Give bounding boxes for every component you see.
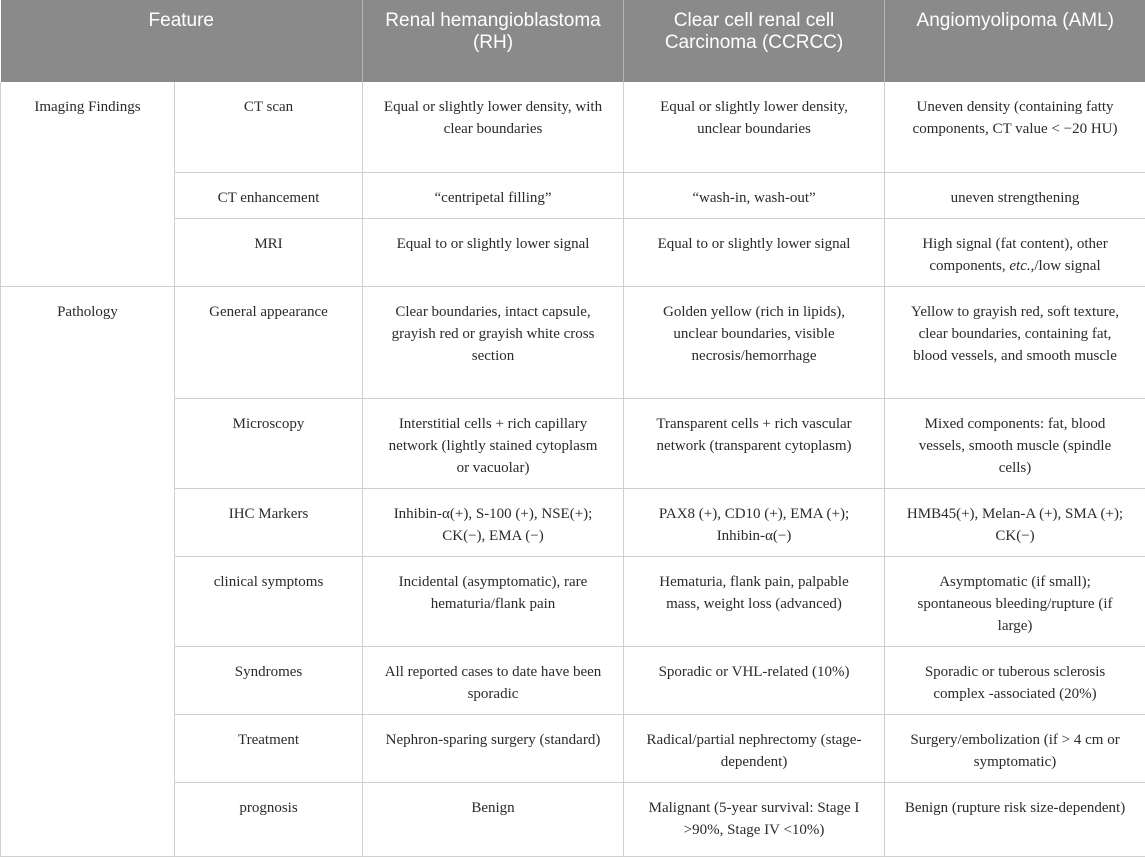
rh-cell: “centripetal filling”	[363, 172, 624, 218]
feature-cell: Microscopy	[175, 398, 363, 488]
ccrcc-cell: Transparent cells + rich vascular network (transparent cytoplasm)	[624, 398, 885, 488]
ccrcc-cell: Hematuria, flank pain, palpable mass, weight loss (advanced)	[624, 556, 885, 646]
feature-cell: MRI	[175, 218, 363, 286]
rh-cell: Inhibin-α(+), S-100 (+), NSE(+); CK(−), EMA (−)	[363, 488, 624, 556]
rh-cell: Nephron-sparing surgery (standard)	[363, 714, 624, 782]
table-row	[1, 286, 1145, 398]
feature-cell: CT enhancement	[175, 172, 363, 218]
feature-cell: Treatment	[175, 714, 363, 782]
rh-cell: Equal or slightly lower density, with clear boundaries	[363, 82, 624, 172]
aml-mri-text-b: ,/low signal	[1031, 258, 1101, 274]
group-pathology: Pathology	[1, 286, 175, 856]
rh-cell: Benign	[363, 782, 624, 856]
aml-cell: HMB45(+), Melan-A (+), SMA (+); CK(−)	[885, 488, 1145, 556]
feature-cell: clinical symptoms	[175, 556, 363, 646]
ccrcc-cell: Equal to or slightly lower signal	[624, 218, 885, 286]
aml-cell	[885, 218, 1145, 286]
header-ccrcc: Clear cell renal cell Carcinoma (CCRCC)	[624, 0, 885, 82]
aml-cell: Yellow to grayish red, soft texture, clear boundaries, containing fat, blood vessels, and smooth muscle	[885, 286, 1145, 398]
header-feature: Feature	[1, 0, 363, 82]
feature-cell: IHC Markers	[175, 488, 363, 556]
feature-cell: CT scan	[175, 82, 363, 172]
ccrcc-cell: Sporadic or VHL-related (10%)	[624, 646, 885, 714]
aml-cell: Uneven density (containing fatty components, CT value < −20 HU)	[885, 82, 1145, 172]
header-rh: Renal hemangioblastoma (RH)	[363, 0, 624, 82]
header-aml: Angiomyolipoma (AML)	[885, 0, 1145, 82]
ccrcc-cell: Radical/partial nephrectomy (stage-dependent)	[624, 714, 885, 782]
feature-cell: General appearance	[175, 286, 363, 398]
rh-cell: Incidental (asymptomatic), rare hematuria/flank pain	[363, 556, 624, 646]
ccrcc-cell: Equal or slightly lower density, unclear boundaries	[624, 82, 885, 172]
aml-mri-text-a: High signal (fat content), other components,	[922, 236, 1107, 274]
group-imaging-findings: Imaging Findings	[1, 82, 175, 286]
aml-cell: Mixed components: fat, blood vessels, smooth muscle (spindle cells)	[885, 398, 1145, 488]
aml-cell: Surgery/embolization (if > 4 cm or symptomatic)	[885, 714, 1145, 782]
aml-cell: uneven strengthening	[885, 172, 1145, 218]
rh-cell: All reported cases to date have been sporadic	[363, 646, 624, 714]
table-body	[1, 82, 1145, 856]
ccrcc-cell: Golden yellow (rich in lipids), unclear boundaries, visible necrosis/hemorrhage	[624, 286, 885, 398]
aml-cell: Benign (rupture risk size-dependent)	[885, 782, 1145, 856]
ccrcc-cell: “wash-in, wash-out”	[624, 172, 885, 218]
rh-cell: Interstitial cells + rich capillary network (lightly stained cytoplasm or vacuolar)	[363, 398, 624, 488]
ccrcc-cell: Malignant (5-year survival: Stage I >90%, Stage IV <10%)	[624, 782, 885, 856]
feature-cell: prognosis	[175, 782, 363, 856]
ccrcc-cell: PAX8 (+), CD10 (+), EMA (+); Inhibin-α(−)	[624, 488, 885, 556]
rh-cell: Equal to or slightly lower signal	[363, 218, 624, 286]
table-header	[1, 0, 1145, 82]
header-row	[1, 0, 1145, 82]
table-row	[1, 82, 1145, 172]
feature-cell: Syndromes	[175, 646, 363, 714]
aml-cell: Asymptomatic (if small); spontaneous bleeding/rupture (if large)	[885, 556, 1145, 646]
rh-cell: Clear boundaries, intact capsule, grayish red or grayish white cross section	[363, 286, 624, 398]
aml-cell: Sporadic or tuberous sclerosis complex -associated (20%)	[885, 646, 1145, 714]
aml-mri-etc: etc.	[1009, 258, 1030, 274]
